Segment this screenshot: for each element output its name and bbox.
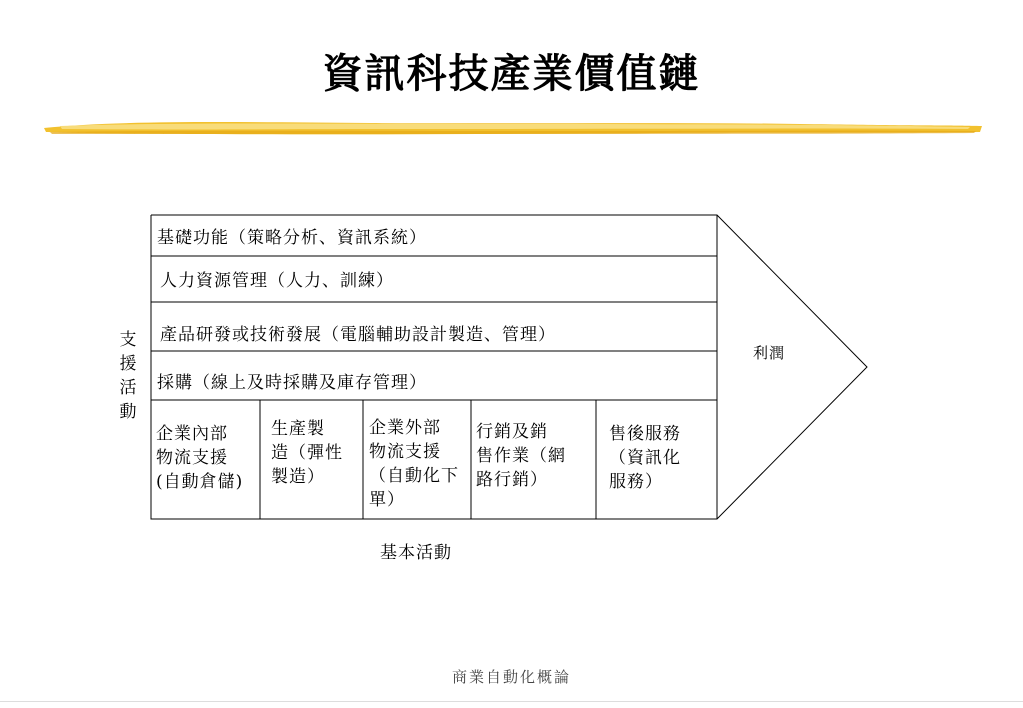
support-activities-label xyxy=(118,328,138,424)
support-activities-label-char: 援 xyxy=(119,354,137,374)
primary-cell-outbound-logistics: 企業外部 物流支援 （自動化下 單） xyxy=(369,418,459,510)
slide-title: 資訊科技產業價值鏈 xyxy=(322,50,701,97)
footer-course-title: 商業自動化概論 xyxy=(451,668,571,686)
primary-activities-label: 基本活動 xyxy=(380,543,452,563)
support-row-hr: 人力資源管理（人力、訓練） xyxy=(160,271,394,291)
support-row-procurement: 採購（線上及時採購及庫存管理） xyxy=(157,373,427,393)
support-row-rd: 產品研發或技術發展（電腦輔助設計製造、管理） xyxy=(160,325,556,345)
margin-label: 利潤 xyxy=(753,344,786,362)
support-activities-label-char: 支 xyxy=(119,330,137,350)
primary-cell-service: 售後服務 （資訊化 服務） xyxy=(609,424,681,492)
primary-cell-marketing-sales: 行銷及銷 售作業（網 路行銷） xyxy=(476,422,566,490)
primary-cell-operations: 生產製 造（彈性 製造） xyxy=(271,419,343,487)
support-activities-label-char: 活 xyxy=(119,378,137,398)
primary-cell-inbound-logistics: 企業內部 物流支援 (自動倉儲) xyxy=(156,424,244,492)
support-row-infrastructure: 基礎功能（策略分析、資訊系統） xyxy=(157,228,427,248)
footer-divider xyxy=(0,701,1023,702)
support-activities-label-char: 動 xyxy=(119,402,137,422)
